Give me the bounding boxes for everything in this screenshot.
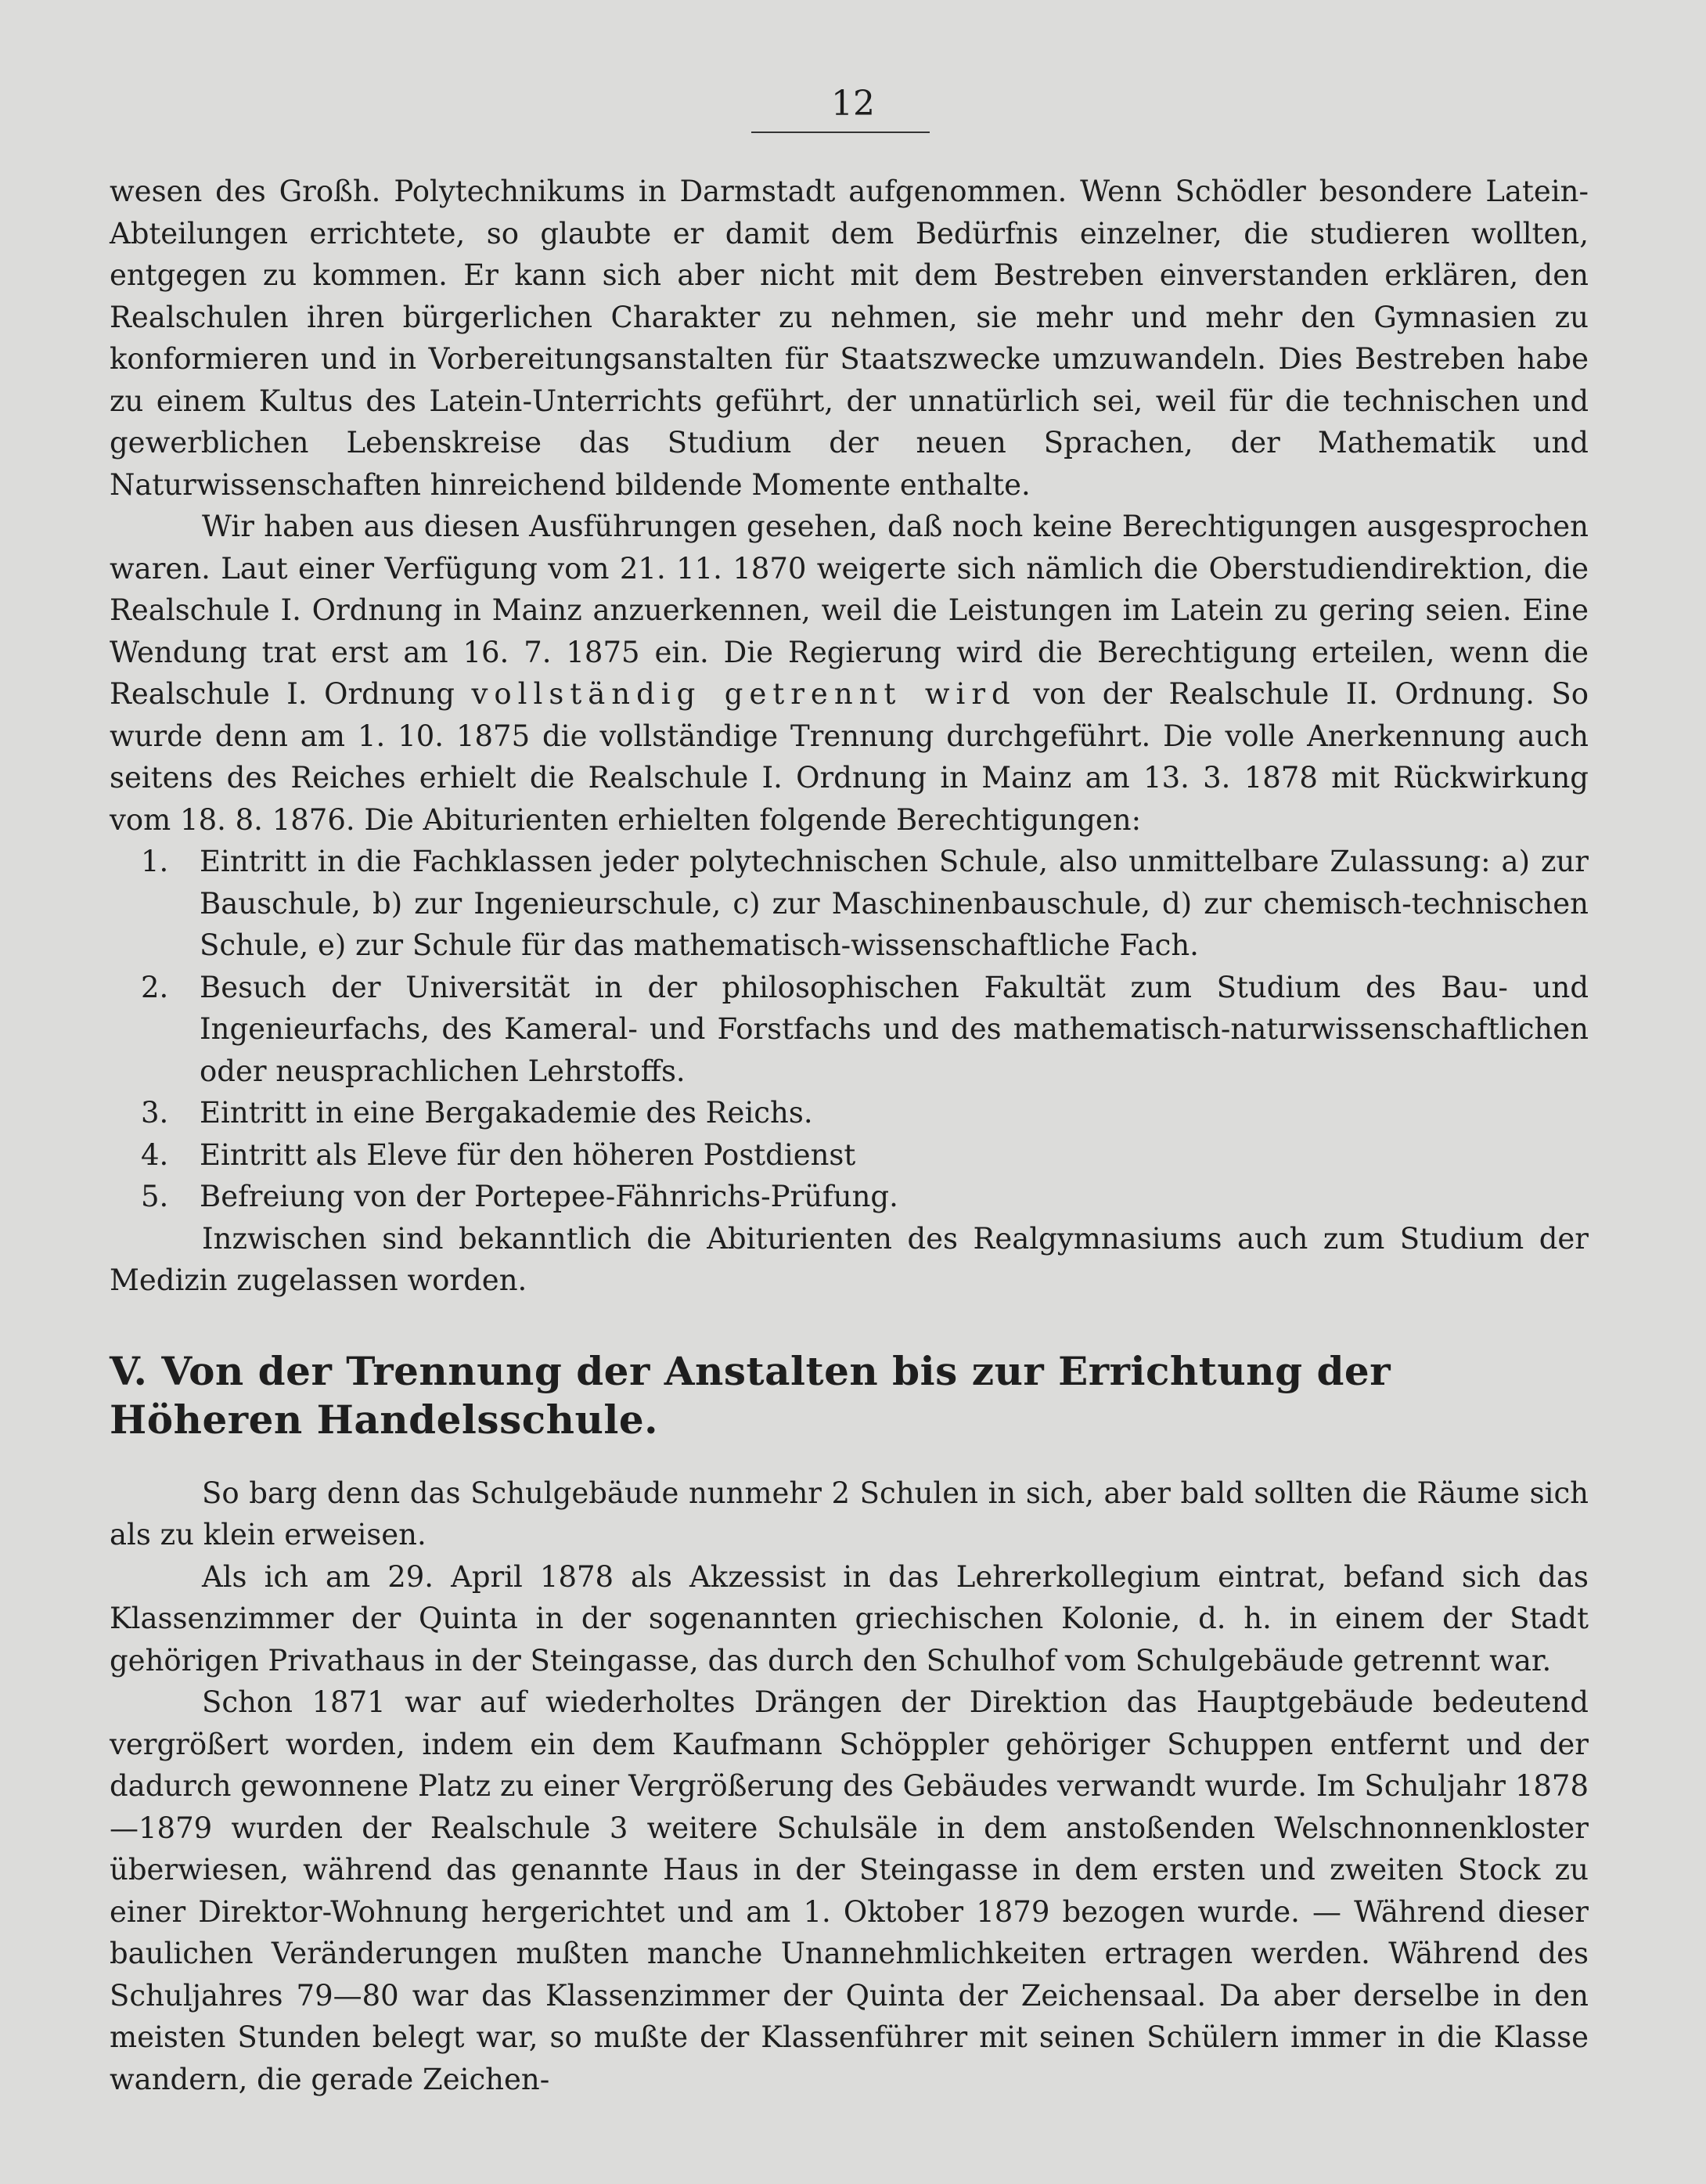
paragraph-text: von der Realschule II. Ordnung. So wurde denn am 1. 10. 1875 die vollständige Trennung durchgeführt. Die volle Anerkennung auch seitens des Reiches erhielt die Realschule I. Ordnung in Mainz am 13. 3. 1878 mit Rückwirkung vom 18. 8. 1876. Die Abiturienten erhielten folgende Berechtigungen:: [110, 677, 1589, 837]
list-item-number: 3.: [141, 1096, 169, 1130]
paragraph-schulgebaeude: So barg denn das Schulgebäude nunmehr 2 Schulen in sich, aber bald sollten die Räume sich als zu klein erweisen.: [110, 1476, 1589, 1552]
page-number: 12: [831, 84, 875, 124]
list-item-text: Eintritt in eine Bergakademie des Reichs.: [200, 1096, 813, 1130]
list-item-number: 1.: [141, 845, 169, 878]
paragraph-text: Wir haben aus diesen Ausführungen gesehen, daß noch keine Berechtigungen ausgesprochen waren. Laut einer Verfügung vom 21. 11. 1870 weigerte sich nämlich die Oberstudiendirektion, die Realschule I. Ordnung in Mainz anzuerkennen, weil die Leistungen im Latein zu gering seien. Eine Wendung trat erst am 16. 7. 1875 ein. Die Regierung wird die Berechtigung erteilen, wenn die Realschule I. Ordnung: [110, 510, 1589, 711]
list-item-text: Eintritt in die Fachklassen jeder polytechnischen Schule, also unmittelbare Zulassung: a) zur Bauschule, b) zur Ingenieurschule, c) zur Maschinenbauschule, d) zur chemisch-technischen Schule, e) zur Schule für das mathematisch-wissenschaftliche Fach.: [200, 845, 1589, 962]
list-item: [110, 967, 1589, 1093]
page-body: [110, 171, 1589, 2100]
page-number-rule: [751, 132, 930, 133]
list-item: [110, 1092, 1589, 1134]
paragraph-akzessist: Als ich am 29. April 1878 als Akzessist in das Lehrerkollegium eintrat, befand sich das Klassenzimmer der Quinta in der sogenannten griechischen Kolonie, d. h. in einem der Stadt gehörigen Privathaus in der Steingasse, das durch den Schulhof vom Schulgebäude getrennt war.: [110, 1559, 1589, 1678]
paragraph-berechtigungen: [110, 506, 1589, 841]
list-item-number: 5.: [141, 1180, 169, 1213]
paragraph-hauptgebaeude: Schon 1871 war auf wiederholtes Drängen der Direktion das Hauptgebäude bedeutend vergrößert worden, indem ein dem Kaufmann Schöppler gehöriger Schuppen entfernt und der dadurch gewonnene Platz zu einer Vergrößerung des Gebäudes verwandt wurde. Im Schuljahr 1878—1879 wurden der Realschule 3 weitere Schulsäle in dem anstoßenden Welschnonnenkloster überwiesen, während das genannte Haus in der Steingasse in dem ersten und zweiten Stock zu einer Direktor-Wohnung hergerichtet und am 1. Oktober 1879 bezogen wurde. — Während dieser baulichen Veränderungen mußten manche Unannehmlichkeiten ertragen werden. Während des Schuljahres 79—80 war das Klassenzimmer der Quinta der Zeichensaal. Da aber derselbe in den meisten Stunden belegt war, so mußte der Klassenführer mit seinen Schülern immer in die Klasse wandern, die gerade Zeichen-: [110, 1685, 1589, 2096]
list-item-text: Eintritt als Eleve für den höheren Postdienst: [200, 1137, 856, 1172]
list-item-text: Befreiung von der Portepee-Fähnrichs-Prüfung.: [200, 1180, 898, 1213]
section-heading: V. Von der Trennung der Anstalten bis zur Errichtung der Höheren Handelsschule.: [110, 1347, 1391, 1443]
list-item: [110, 1134, 1589, 1177]
list-item: [110, 1176, 1589, 1218]
list-item: [110, 841, 1589, 967]
list-item-number: 4.: [141, 1137, 169, 1172]
list-item-text: Besuch der Universität in der philosophischen Fakultät zum Studium des Bau- und Ingenieurfachs, des Kameral- und Forstfachs und des mathematisch-naturwissenschaftlichen oder neusprachlichen Lehrstoffs.: [200, 970, 1589, 1088]
emphasized-text: vollständig getrennt wird: [471, 677, 1017, 711]
privileges-list: [110, 841, 1589, 1218]
list-item-number: 2.: [141, 970, 169, 1004]
paragraph-continuation: wesen des Großh. Polytechnikums in Darmstadt aufgenommen. Wenn Schödler besondere Latein-Abteilungen errichtete, so glaubte er damit dem Bedürfnis einzelner, die studieren wollten, entgegen zu kommen. Er kann sich aber nicht mit dem Bestreben einverstanden erklären, den Realschulen ihren bürgerlichen Charakter zu nehmen, sie mehr und mehr den Gymnasien zu konformieren und in Vorbereitungsanstalten für Staatszwecke umzuwandeln. Dies Bestreben habe zu einem Kultus des Latein-Unterrichts geführt, der unnatürlich sei, weil für die technischen und gewerblichen Lebenskreise das Studium der neuen Sprachen, der Mathematik und Naturwissenschaften hinreichend bildende Momente enthalte.: [110, 175, 1589, 502]
paragraph-medizin: Inzwischen sind bekanntlich die Abiturienten des Realgymnasiums auch zum Studium der Medizin zugelassen worden.: [110, 1221, 1589, 1297]
